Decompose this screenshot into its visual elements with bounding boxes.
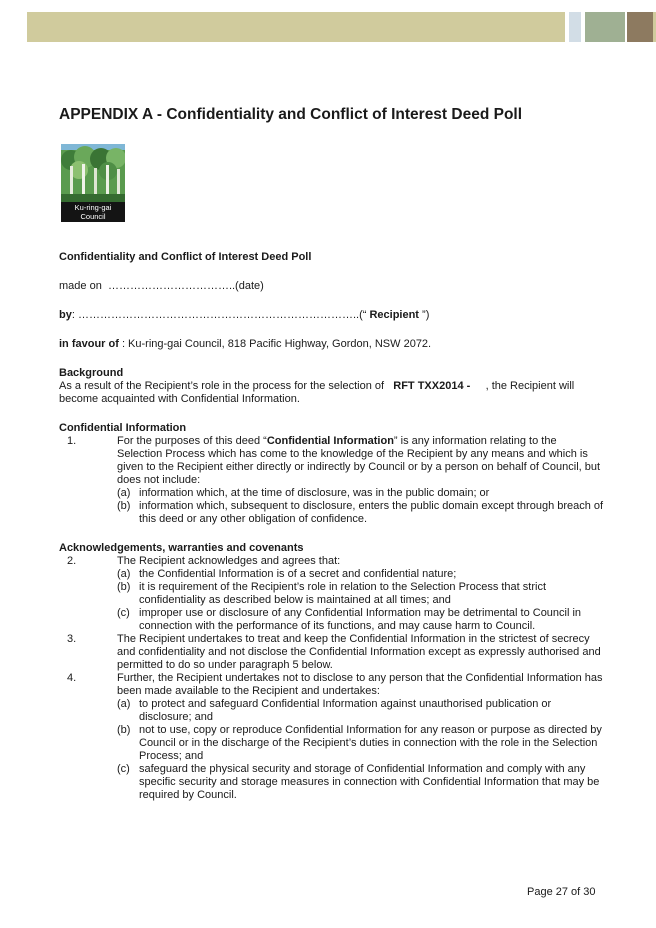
background-text <box>59 380 604 406</box>
subclause-4b <box>59 724 604 763</box>
council-logo <box>61 144 125 222</box>
appendix-title: APPENDIX A - Confidentiality and Conflict of Interest Deed Poll <box>59 106 523 123</box>
clause-number: 1. <box>67 435 77 447</box>
clause-4 <box>59 672 604 698</box>
header-color-band <box>27 12 656 42</box>
header-band-brown <box>627 12 653 42</box>
clause-text <box>117 435 604 487</box>
background-text-before: As a result of the Recipient’s role in the process for the selection of <box>59 380 385 392</box>
subclause-label: (a) <box>117 568 131 580</box>
subclause-text: not to use, copy or reproduce Confidential Information for any reason or purpose as directed by Council or in the discharge of the Recipient’s duties in connection with the role in the Selection Process; and <box>139 724 602 762</box>
subclause-text: to protect and safeguard Confidential Information against unauthorised publication or disclosure; and <box>139 698 552 723</box>
subclause-label: (c) <box>117 607 130 619</box>
subclause-label: (b) <box>117 724 131 736</box>
deed-body <box>59 251 604 802</box>
acknowledgements-heading: Acknowledgements, warranties and covenants <box>59 542 304 554</box>
subclause-label: (a) <box>117 698 131 710</box>
subclause-text: information which, at the time of disclosure, was in the public domain; or <box>139 487 490 499</box>
subclause-text: it is requirement of the Recipient’s role in relation to the Selection Process that strict confidentiality as described below is maintained at all times; and <box>139 581 546 606</box>
background-text-after: , the Recipient will become acquainted with Confidential Information. <box>59 380 575 405</box>
subclause-2a <box>59 568 604 581</box>
made-on-blank: ……………………………..(date) <box>107 280 264 292</box>
page-number: Page 27 of 30 <box>527 886 596 898</box>
clause-text: The Recipient undertakes to treat and keep the Confidential Information in the strictest of secrecy and confidentiality and not disclose the Confidential Information except as expressly authorised and permitted to do so under paragraph 5 below. <box>117 633 601 671</box>
recipient-word: Recipient <box>366 309 423 321</box>
in-favour-label: in favour of <box>59 338 119 350</box>
by-blank: : …………………………………………………………………..(“ <box>71 309 367 321</box>
subclause-4a <box>59 698 604 724</box>
recipient-close: ”) <box>422 309 430 321</box>
subclause-1a <box>59 487 604 500</box>
deed-heading: Confidentiality and Conflict of Interest Deed Poll <box>59 251 312 263</box>
subclause-text: the Confidential Information is of a secret and confidential nature; <box>139 568 457 580</box>
subclause-text: safeguard the physical security and storage of Confidential Information and comply with any specific security and storage measures in connection with Confidential Information that may be required by Council. <box>139 763 600 801</box>
subclause-4c <box>59 763 604 802</box>
subclause-label: (b) <box>117 500 131 512</box>
header-band-blue <box>569 12 581 42</box>
clause-number: 4. <box>67 672 77 684</box>
clause-3 <box>59 633 604 672</box>
subclause-1b <box>59 500 604 526</box>
clause-text: The Recipient acknowledges and agrees that: <box>117 555 341 567</box>
header-band-green <box>585 12 625 42</box>
tree-illustration-icon <box>61 144 125 202</box>
logo-wordmark <box>61 202 125 222</box>
background-heading: Background <box>59 367 124 379</box>
subclause-2c <box>59 607 604 633</box>
clause-1 <box>59 435 604 487</box>
header-band-olive <box>27 12 565 42</box>
confidential-heading: Confidential Information <box>59 422 187 434</box>
clause-1-text-before: For the purposes of this deed “ <box>117 435 267 447</box>
subclause-label: (c) <box>117 763 130 775</box>
defined-term: Confidential Information <box>266 435 394 447</box>
rft-reference: RFT TXX2014 - <box>393 380 471 392</box>
made-on-line <box>59 280 604 293</box>
subclause-2b <box>59 581 604 607</box>
subclause-label: (a) <box>117 487 131 499</box>
subclause-text: information which, subsequent to disclosure, enters the public domain except through breach of this deed or any other obligation of confidence. <box>139 500 604 525</box>
logo-line-1: Ku-ring-gai <box>74 203 112 212</box>
clause-2 <box>59 555 604 568</box>
clause-1-text-after: ” is any information relating to the Selection Process which has come to the knowledge of the Recipient by any means and which is given to the Recipient either directly or indirectly by Council or by a person on behalf of Council, but does not include: <box>117 435 601 486</box>
subclause-label: (b) <box>117 581 131 593</box>
in-favour-text: : Ku-ring-gai Council, 818 Pacific Highway, Gordon, NSW 2072. <box>118 338 432 350</box>
clause-number: 3. <box>67 633 77 645</box>
made-on-label: made on <box>59 280 102 292</box>
subclause-text: improper use or disclosure of any Confidential Information may be detrimental to Council in connection with the performance of its functions, and may cause harm to Council. <box>139 607 582 632</box>
clause-text: Further, the Recipient undertakes not to disclose to any person that the Confidential Information has been made available to the Recipient and undertakes: <box>117 672 603 697</box>
by-line <box>59 309 604 322</box>
logo-line-2: Council <box>80 212 106 221</box>
by-label: by <box>59 309 72 321</box>
in-favour-line <box>59 338 604 351</box>
clause-number: 2. <box>67 555 77 567</box>
